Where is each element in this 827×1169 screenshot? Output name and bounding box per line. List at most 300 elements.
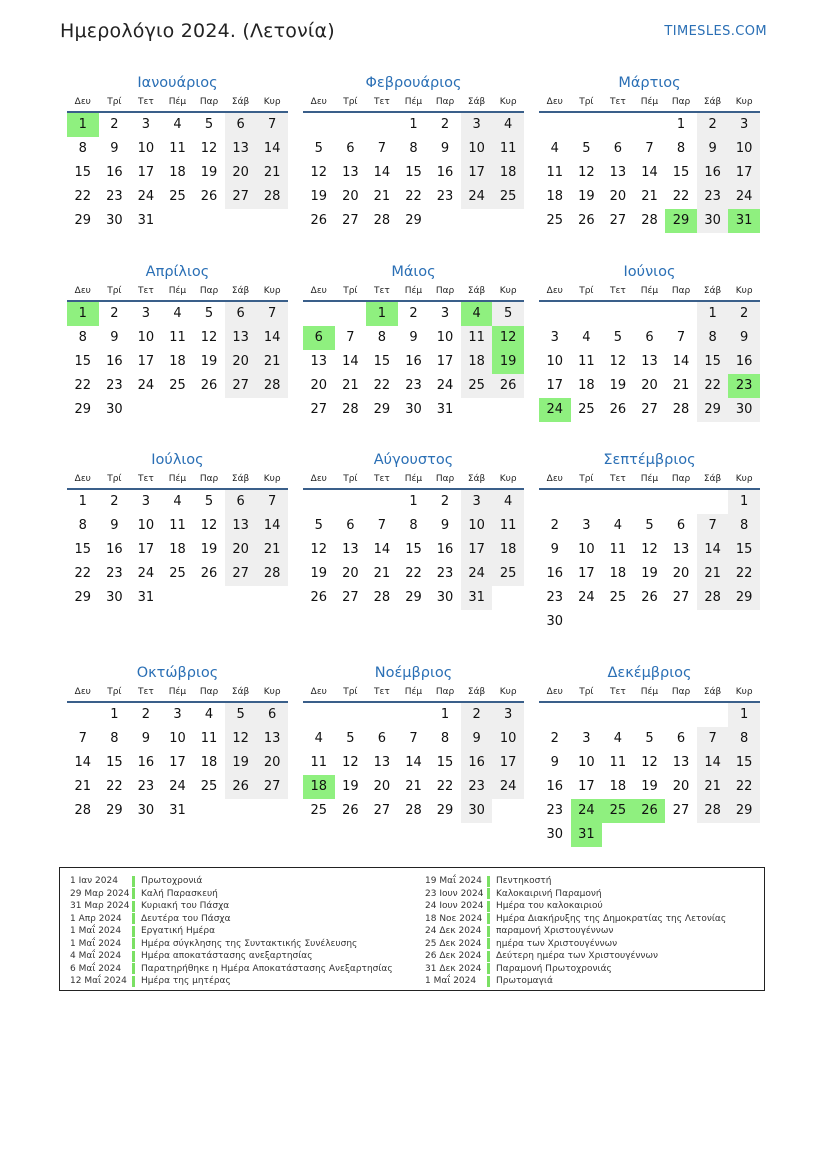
- day-cell: 15: [74, 165, 92, 180]
- day-cell: 25: [492, 185, 524, 209]
- day-cell: 12: [641, 542, 658, 557]
- empty-cell: [256, 398, 288, 422]
- holiday-name: Ημέρα Διακήρυξης της Δημοκρατίας της Λετονίας: [496, 913, 727, 924]
- day-cell: 15: [106, 755, 123, 770]
- day-cell: 29: [74, 402, 92, 417]
- day-cell: 11: [546, 165, 564, 180]
- week-row: [67, 514, 288, 538]
- weekday-header: [303, 685, 524, 703]
- day-cell: 17: [461, 161, 493, 185]
- day-cell: 28: [672, 402, 690, 417]
- empty-cell: [571, 703, 603, 727]
- week-row: [303, 350, 524, 374]
- empty-cell: [67, 703, 99, 727]
- day-cell: 7: [78, 731, 87, 746]
- week-row: [67, 538, 288, 562]
- weekday-label: Τετ: [610, 687, 626, 697]
- weekday-label: Πέμ: [404, 97, 423, 107]
- day-cell: 26: [342, 803, 359, 818]
- month-block: [67, 662, 288, 823]
- day-cell: 29: [74, 213, 92, 228]
- weekday-label: Πέμ: [640, 97, 659, 107]
- empty-cell: [366, 703, 398, 727]
- day-cell: 18: [609, 566, 627, 581]
- empty-cell: [634, 610, 666, 634]
- weekday-label: Παρ: [671, 286, 691, 296]
- day-cell: 8: [409, 141, 418, 156]
- weekday-label: Τρί: [107, 687, 122, 697]
- week-row: [539, 137, 760, 161]
- day-cell: 11: [200, 731, 218, 746]
- day-cell: 28: [74, 803, 92, 818]
- weekday-label: Τρί: [579, 97, 594, 107]
- day-cell: 18: [169, 165, 186, 180]
- day-cell: 30: [405, 402, 422, 417]
- day-cell: 13: [342, 165, 359, 180]
- day-cell: 8: [728, 514, 760, 538]
- day-cell: 12: [310, 542, 328, 557]
- empty-cell: [335, 302, 367, 326]
- day-cell: 18: [546, 189, 564, 204]
- weekday-label: Πέμ: [640, 474, 659, 484]
- day-cell: 2: [110, 494, 119, 509]
- weekday-label: Τρί: [579, 474, 594, 484]
- day-cell: 12: [492, 326, 524, 350]
- day-cell: 14: [256, 137, 288, 161]
- day-cell: 14: [373, 165, 391, 180]
- week-row: [303, 326, 524, 350]
- weekday-label: Δευ: [74, 474, 91, 484]
- empty-cell: [162, 586, 194, 610]
- weekday-label: Δευ: [310, 286, 327, 296]
- day-cell: 30: [697, 209, 729, 233]
- day-cell: 4: [314, 731, 323, 746]
- day-cell: 19: [641, 779, 658, 794]
- day-cell: 27: [373, 803, 391, 818]
- day-cell: 20: [310, 378, 328, 393]
- day-cell: 22: [74, 378, 92, 393]
- day-cell: 9: [110, 141, 119, 156]
- day-cell: 11: [310, 755, 328, 770]
- weekday-label: Παρ: [199, 286, 219, 296]
- day-cell: 21: [256, 161, 288, 185]
- weekday-label: Κυρ: [499, 97, 517, 107]
- day-cell: 14: [641, 165, 658, 180]
- week-row: [67, 751, 288, 775]
- month-name: Δεκέμβριος: [607, 665, 692, 681]
- day-cell: 28: [256, 185, 288, 209]
- day-cell: 4: [461, 302, 493, 326]
- day-cell: 26: [225, 775, 257, 799]
- week-row: [539, 586, 760, 610]
- week-row: [67, 727, 288, 751]
- weekday-label: Πέμ: [168, 474, 187, 484]
- week-row: [303, 751, 524, 775]
- weekday-label: Πέμ: [404, 474, 423, 484]
- weekday-label: Σάβ: [703, 687, 722, 697]
- day-cell: 8: [728, 727, 760, 751]
- day-cell: 2: [550, 731, 559, 746]
- day-cell: 17: [578, 566, 595, 581]
- day-cell: 12: [200, 330, 218, 345]
- day-cell: 19: [225, 751, 257, 775]
- weekday-label: Κυρ: [263, 97, 281, 107]
- holiday-marker: [132, 963, 135, 974]
- month-block: [67, 261, 288, 422]
- day-cell: 7: [346, 330, 355, 345]
- day-cell: 7: [697, 727, 729, 751]
- month-block: [539, 449, 760, 634]
- day-cell: 18: [578, 378, 595, 393]
- day-cell: 11: [169, 141, 186, 156]
- day-cell: 2: [461, 703, 493, 727]
- empty-cell: [429, 209, 461, 233]
- day-cell: 2: [110, 306, 119, 321]
- day-cell: 23: [546, 803, 564, 818]
- day-cell: 28: [342, 402, 359, 417]
- day-cell: 2: [110, 117, 119, 132]
- week-row: [539, 490, 760, 514]
- weekday-label: Τετ: [610, 474, 626, 484]
- holiday-date: 26 Δεκ 2024: [425, 951, 482, 961]
- day-cell: 26: [634, 799, 666, 823]
- day-cell: 10: [436, 330, 454, 345]
- day-cell: 31: [169, 803, 186, 818]
- day-cell: 28: [373, 590, 391, 605]
- empty-cell: [634, 490, 666, 514]
- day-cell: 4: [613, 518, 623, 533]
- empty-cell: [492, 799, 524, 823]
- day-cell: 25: [602, 799, 634, 823]
- day-cell: 24: [571, 799, 603, 823]
- month-name: Μάιος: [391, 264, 436, 280]
- day-cell: 13: [342, 542, 359, 557]
- day-cell: 9: [110, 330, 119, 345]
- day-cell: 19: [200, 542, 218, 557]
- day-cell: 26: [310, 590, 328, 605]
- day-cell: 27: [672, 590, 690, 605]
- day-cell: 10: [492, 727, 524, 751]
- week-row: [539, 751, 760, 775]
- day-cell: 30: [436, 590, 454, 605]
- month-name: Ιούλιος: [151, 452, 204, 468]
- weekday-header: [303, 472, 524, 490]
- weekday-label: Τρί: [343, 474, 358, 484]
- holiday-date: 18 Νοε 2024: [425, 913, 483, 924]
- day-cell: 13: [310, 354, 328, 369]
- weekday-header: [67, 284, 288, 302]
- day-cell: 10: [728, 137, 760, 161]
- day-cell: 29: [697, 398, 729, 422]
- holiday-marker: [132, 888, 135, 899]
- holiday-marker: [487, 926, 490, 937]
- holiday-name: Πρωτομαγιά: [496, 976, 553, 986]
- holiday-marker: [487, 913, 490, 924]
- week-row: [67, 326, 288, 350]
- week-row: [303, 185, 524, 209]
- day-cell: 5: [314, 518, 323, 533]
- legend-row: [70, 963, 393, 976]
- day-cell: 7: [645, 141, 654, 156]
- weekday-label: Κυρ: [735, 97, 753, 107]
- day-cell: 19: [342, 779, 359, 794]
- day-cell: 18: [492, 538, 524, 562]
- day-cell: 5: [613, 330, 623, 345]
- site-link[interactable]: TIMESLES.COM: [664, 24, 767, 39]
- day-cell: 29: [665, 209, 697, 233]
- month-name: Φεβρουάριος: [365, 75, 462, 91]
- day-cell: 24: [492, 775, 524, 799]
- day-cell: 17: [492, 751, 524, 775]
- week-row: [539, 398, 760, 422]
- day-cell: 1: [366, 302, 398, 326]
- week-row: [303, 727, 524, 751]
- empty-cell: [335, 490, 367, 514]
- weekday-label: Δευ: [546, 286, 563, 296]
- holiday-name: Καλή Παρασκευή: [141, 888, 218, 899]
- weekday-label: Σάβ: [231, 687, 250, 697]
- empty-cell: [303, 302, 335, 326]
- weekday-label: Τρί: [343, 97, 358, 107]
- week-row: [539, 538, 760, 562]
- day-cell: 9: [697, 137, 729, 161]
- day-cell: 20: [225, 538, 257, 562]
- day-cell: 13: [672, 755, 690, 770]
- day-cell: 28: [697, 799, 729, 823]
- month-block: [303, 662, 524, 823]
- day-cell: 18: [303, 775, 335, 799]
- day-cell: 26: [200, 566, 218, 581]
- day-cell: 18: [609, 779, 627, 794]
- day-cell: 9: [728, 326, 760, 350]
- day-cell: 22: [405, 566, 422, 581]
- empty-cell: [634, 823, 666, 847]
- day-cell: 25: [609, 590, 627, 605]
- day-cell: 4: [492, 113, 524, 137]
- day-cell: 15: [74, 354, 92, 369]
- week-row: [303, 514, 524, 538]
- legend-row: [70, 938, 393, 951]
- holiday-name: Παρατηρήθηκε η Ημέρα Αποκατάστασης Ανεξαρτησίας: [141, 963, 393, 974]
- day-cell: 27: [225, 185, 257, 209]
- day-cell: 1: [728, 490, 760, 514]
- week-row: [303, 562, 524, 586]
- day-cell: 3: [440, 306, 450, 321]
- day-cell: 4: [550, 141, 559, 156]
- day-cell: 29: [74, 590, 92, 605]
- month-block: [539, 662, 760, 847]
- day-cell: 18: [200, 755, 218, 770]
- holiday-name: Πρωτοχρονιά: [141, 876, 203, 886]
- day-cell: 15: [728, 538, 760, 562]
- week-row: [67, 490, 288, 514]
- day-cell: 3: [582, 518, 591, 533]
- empty-cell: [602, 113, 634, 137]
- week-row: [539, 775, 760, 799]
- day-cell: 28: [641, 213, 658, 228]
- day-cell: 24: [728, 185, 760, 209]
- empty-cell: [634, 302, 666, 326]
- empty-cell: [602, 302, 634, 326]
- day-cell: 29: [728, 586, 760, 610]
- day-cell: 22: [436, 779, 454, 794]
- weekday-label: Πέμ: [404, 286, 423, 296]
- weekday-label: Παρ: [199, 474, 219, 484]
- empty-cell: [602, 823, 634, 847]
- day-cell: 11: [169, 518, 186, 533]
- day-cell: 10: [169, 731, 186, 746]
- weekday-label: Πέμ: [168, 687, 187, 697]
- day-cell: 27: [342, 213, 359, 228]
- day-cell: 6: [225, 490, 257, 514]
- week-row: [539, 514, 760, 538]
- holiday-date: 31 Μαρ 2024: [70, 901, 130, 911]
- month-block: [303, 72, 524, 233]
- empty-cell: [398, 703, 430, 727]
- day-cell: 31: [137, 590, 155, 605]
- day-cell: 8: [110, 731, 119, 746]
- week-row: [539, 703, 760, 727]
- weekday-label: Σάβ: [467, 286, 486, 296]
- week-row: [539, 823, 760, 847]
- week-row: [67, 799, 288, 823]
- day-cell: 12: [641, 755, 658, 770]
- day-cell: 30: [106, 402, 123, 417]
- weekday-label: Δευ: [310, 97, 327, 107]
- day-cell: 4: [492, 490, 524, 514]
- day-cell: 12: [609, 354, 627, 369]
- day-cell: 25: [169, 566, 186, 581]
- weekday-label: Δευ: [546, 687, 563, 697]
- day-cell: 17: [436, 354, 454, 369]
- week-row: [67, 398, 288, 422]
- day-cell: 13: [225, 326, 257, 350]
- day-cell: 4: [173, 306, 182, 321]
- day-cell: 26: [578, 213, 595, 228]
- empty-cell: [193, 799, 225, 823]
- week-row: [303, 586, 524, 610]
- day-cell: 14: [405, 755, 422, 770]
- week-row: [303, 302, 524, 326]
- holiday-date: 24 Δεκ 2024: [425, 926, 482, 936]
- day-cell: 15: [728, 751, 760, 775]
- empty-cell: [303, 490, 335, 514]
- weekday-label: Σάβ: [703, 97, 722, 107]
- empty-cell: [728, 610, 760, 634]
- day-cell: 23: [106, 378, 123, 393]
- day-cell: 30: [728, 398, 760, 422]
- day-cell: 26: [492, 374, 524, 398]
- day-cell: 25: [461, 374, 493, 398]
- day-cell: 10: [461, 514, 493, 538]
- week-row: [67, 586, 288, 610]
- day-cell: 9: [409, 330, 418, 345]
- day-cell: 8: [676, 141, 686, 156]
- day-cell: 8: [78, 518, 87, 533]
- day-cell: 5: [204, 117, 214, 132]
- day-cell: 10: [137, 518, 155, 533]
- day-cell: 14: [373, 542, 391, 557]
- day-cell: 31: [137, 213, 155, 228]
- weekday-label: Τετ: [374, 286, 390, 296]
- weekday-label: Τετ: [374, 687, 390, 697]
- empty-cell: [539, 113, 571, 137]
- holiday-marker: [487, 938, 490, 949]
- weekday-label: Τρί: [107, 286, 122, 296]
- holiday-marker: [487, 951, 490, 962]
- empty-cell: [665, 490, 697, 514]
- day-cell: 17: [137, 542, 155, 557]
- weekday-label: Κυρ: [735, 286, 753, 296]
- day-cell: 2: [141, 707, 151, 722]
- day-cell: 28: [697, 586, 729, 610]
- day-cell: 21: [373, 189, 391, 204]
- day-cell: 3: [550, 330, 559, 345]
- weekday-label: Τρί: [579, 286, 594, 296]
- day-cell: 2: [728, 302, 760, 326]
- day-cell: 28: [373, 213, 391, 228]
- day-cell: 15: [405, 542, 422, 557]
- legend-row: [425, 975, 726, 988]
- day-cell: 24: [461, 185, 493, 209]
- day-cell: 18: [169, 542, 186, 557]
- empty-cell: [665, 302, 697, 326]
- day-cell: 11: [609, 755, 627, 770]
- day-cell: 6: [346, 141, 355, 156]
- week-row: [67, 302, 288, 326]
- day-cell: 21: [405, 779, 422, 794]
- day-cell: 1: [78, 494, 87, 509]
- day-cell: 14: [697, 538, 729, 562]
- day-cell: 5: [204, 306, 214, 321]
- empty-cell: [193, 586, 225, 610]
- weekday-label: Κυρ: [499, 474, 517, 484]
- empty-cell: [303, 113, 335, 137]
- day-cell: 10: [578, 755, 595, 770]
- weekday-label: Τρί: [343, 286, 358, 296]
- day-cell: 7: [697, 514, 729, 538]
- empty-cell: [193, 398, 225, 422]
- day-cell: 26: [200, 378, 218, 393]
- day-cell: 3: [173, 707, 182, 722]
- day-cell: 1: [110, 707, 119, 722]
- day-cell: 28: [256, 374, 288, 398]
- day-cell: 21: [256, 350, 288, 374]
- holiday-name: Ημέρα του καλοκαιριού: [496, 901, 603, 911]
- day-cell: 7: [256, 113, 288, 137]
- day-cell: 27: [609, 213, 627, 228]
- holiday-date: 6 Μαΐ 2024: [70, 963, 122, 974]
- legend-row: [425, 875, 726, 888]
- month-name: Σεπτέμβριος: [603, 452, 696, 468]
- weekday-header: [67, 472, 288, 490]
- day-cell: 25: [310, 803, 328, 818]
- day-cell: 13: [373, 755, 391, 770]
- empty-cell: [492, 398, 524, 422]
- holiday-marker: [132, 926, 135, 937]
- month-name: Μάρτιος: [618, 75, 681, 91]
- day-cell: 6: [225, 113, 257, 137]
- week-row: [539, 610, 760, 634]
- day-cell: 10: [137, 330, 155, 345]
- holiday-date: 12 Μαΐ 2024: [70, 976, 127, 986]
- day-cell: 6: [256, 703, 288, 727]
- week-row: [303, 490, 524, 514]
- holiday-date: 25 Δεκ 2024: [425, 938, 482, 949]
- weekday-label: Δευ: [546, 474, 563, 484]
- day-cell: 12: [225, 727, 257, 751]
- weekday-label: Παρ: [435, 97, 455, 107]
